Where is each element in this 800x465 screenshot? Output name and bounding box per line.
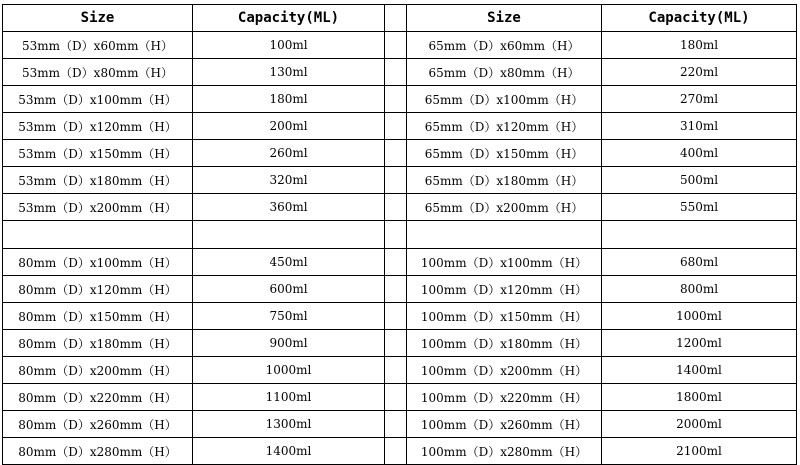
separator-cell [385,357,407,384]
size-cell-left: 53mm（D）x150mm（H） [3,140,193,167]
size-cell-right: 100mm（D）x100mm（H） [407,249,602,276]
separator-cell [385,113,407,140]
size-cell-right: 65mm（D）x150mm（H） [407,140,602,167]
separator-cell [385,86,407,113]
size-cell-left: 80mm（D）x120mm（H） [3,276,193,303]
capacity-cell-right: 550ml [602,194,797,221]
capacity-cell-right: 180ml [602,32,797,59]
size-cell-left: 80mm（D）x260mm（H） [3,411,193,438]
table-row [3,59,797,86]
size-cell-right: 65mm（D）x180mm（H） [407,167,602,194]
size-cell-right: 65mm（D）x120mm（H） [407,113,602,140]
separator-cell [385,411,407,438]
separator-cell [385,140,407,167]
separator-cell [385,5,407,32]
separator-cell [385,167,407,194]
table-row [3,438,797,465]
capacity-cell-right: 2100ml [602,438,797,465]
blank-cell [3,221,193,249]
size-cell-left: 53mm（D）x80mm（H） [3,59,193,86]
size-cell-left: 80mm（D）x220mm（H） [3,384,193,411]
table-body [3,5,797,465]
capacity-cell-left: 1400ml [193,438,385,465]
capacity-cell-left: 180ml [193,86,385,113]
capacity-cell-right: 1200ml [602,330,797,357]
capacity-cell-left: 900ml [193,330,385,357]
separator-cell [385,32,407,59]
capacity-cell-left: 100ml [193,32,385,59]
table-row [3,113,797,140]
size-cell-left: 80mm（D）x180mm（H） [3,330,193,357]
table-row [3,357,797,384]
header-capacity-left: Capacity(ML) [193,5,385,32]
capacity-cell-right: 1000ml [602,303,797,330]
capacity-table-container [2,4,796,459]
capacity-cell-right: 270ml [602,86,797,113]
size-capacity-table [2,4,797,465]
header-size-left: Size [3,5,193,32]
size-cell-left: 53mm（D）x200mm（H） [3,194,193,221]
capacity-cell-left: 600ml [193,276,385,303]
capacity-cell-right: 1800ml [602,384,797,411]
capacity-cell-right: 680ml [602,249,797,276]
size-cell-right: 100mm（D）x200mm（H） [407,357,602,384]
separator-cell [385,438,407,465]
header-row [3,5,797,32]
table-row [3,86,797,113]
capacity-cell-left: 750ml [193,303,385,330]
table-row [3,330,797,357]
separator-cell [385,303,407,330]
size-cell-left: 80mm（D）x150mm（H） [3,303,193,330]
blank-spacer-row [3,221,797,249]
size-cell-left: 80mm（D）x280mm（H） [3,438,193,465]
size-cell-right: 65mm（D）x60mm（H） [407,32,602,59]
capacity-cell-right: 220ml [602,59,797,86]
capacity-cell-left: 320ml [193,167,385,194]
capacity-cell-right: 2000ml [602,411,797,438]
table-row [3,411,797,438]
size-cell-right: 65mm（D）x80mm（H） [407,59,602,86]
table-row [3,194,797,221]
size-cell-left: 53mm（D）x60mm（H） [3,32,193,59]
capacity-cell-left: 130ml [193,59,385,86]
table-row [3,140,797,167]
header-size-right: Size [407,5,602,32]
separator-cell [385,384,407,411]
blank-cell [407,221,602,249]
size-cell-left: 80mm（D）x200mm（H） [3,357,193,384]
size-cell-left: 53mm（D）x100mm（H） [3,86,193,113]
capacity-cell-right: 310ml [602,113,797,140]
table-row [3,384,797,411]
capacity-cell-left: 1300ml [193,411,385,438]
table-row [3,303,797,330]
capacity-cell-left: 360ml [193,194,385,221]
size-cell-left: 53mm（D）x180mm（H） [3,167,193,194]
header-capacity-right: Capacity(ML) [602,5,797,32]
separator-cell [385,276,407,303]
capacity-cell-left: 260ml [193,140,385,167]
blank-cell [193,221,385,249]
table-row [3,249,797,276]
size-cell-right: 65mm（D）x200mm（H） [407,194,602,221]
blank-cell [602,221,797,249]
capacity-cell-right: 1400ml [602,357,797,384]
capacity-cell-right: 400ml [602,140,797,167]
size-cell-right: 100mm（D）x150mm（H） [407,303,602,330]
capacity-cell-left: 1000ml [193,357,385,384]
separator-cell [385,330,407,357]
size-cell-left: 80mm（D）x100mm（H） [3,249,193,276]
separator-cell [385,194,407,221]
separator-cell [385,221,407,249]
capacity-cell-left: 450ml [193,249,385,276]
capacity-cell-right: 500ml [602,167,797,194]
separator-cell [385,249,407,276]
size-cell-right: 100mm（D）x220mm（H） [407,384,602,411]
table-row [3,167,797,194]
table-row [3,32,797,59]
size-cell-right: 100mm（D）x120mm（H） [407,276,602,303]
size-cell-left: 53mm（D）x120mm（H） [3,113,193,140]
capacity-cell-right: 800ml [602,276,797,303]
size-cell-right: 100mm（D）x260mm（H） [407,411,602,438]
size-cell-right: 100mm（D）x180mm（H） [407,330,602,357]
table-row [3,276,797,303]
separator-cell [385,59,407,86]
size-cell-right: 65mm（D）x100mm（H） [407,86,602,113]
capacity-cell-left: 1100ml [193,384,385,411]
size-cell-right: 100mm（D）x280mm（H） [407,438,602,465]
capacity-cell-left: 200ml [193,113,385,140]
